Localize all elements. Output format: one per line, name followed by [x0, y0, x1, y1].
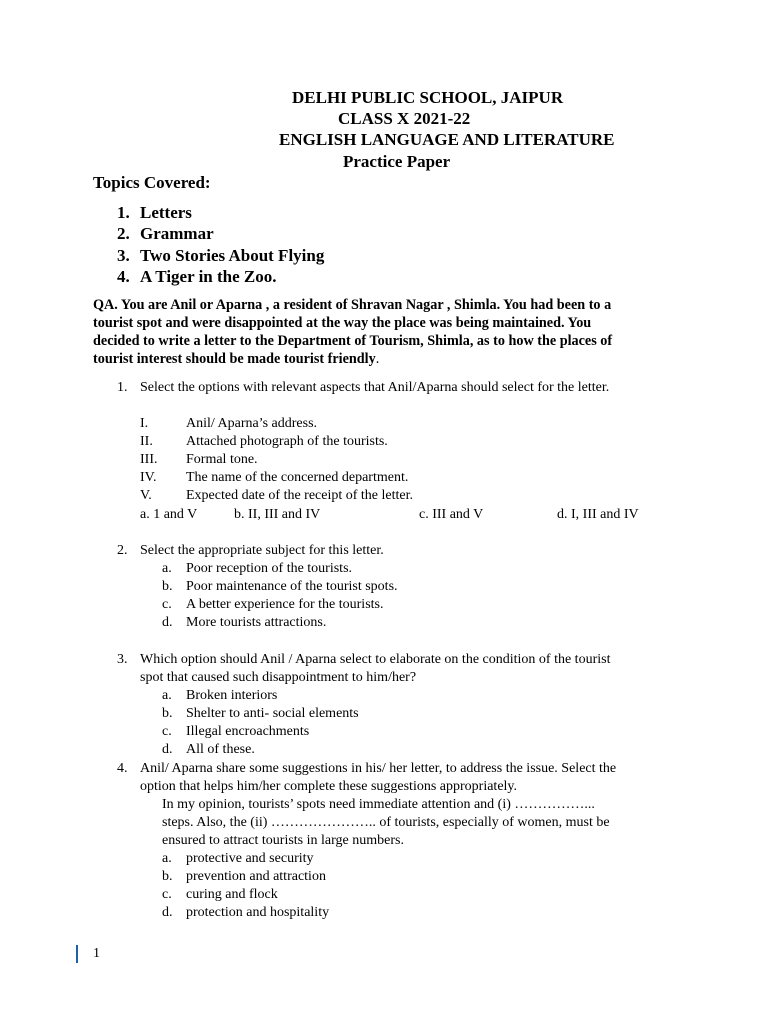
roman-item: Expected date of the receipt of the letter. — [186, 488, 414, 503]
option-letter: c. — [162, 724, 172, 739]
option-letter: d. — [162, 742, 173, 757]
qa-line — [93, 350, 693, 368]
passage-text: steps. Also, the (ii) ………………….. of tourists, especially of women, must be — [162, 815, 610, 830]
topic-item: Letters — [140, 203, 192, 222]
school-name: DELHI PUBLIC SCHOOL, JAIPUR — [292, 88, 564, 107]
roman-number: I. — [140, 416, 149, 431]
option-letter: c. — [162, 597, 172, 612]
option-letter: a. — [162, 561, 172, 576]
roman-item: Anil/ Aparna’s address. — [186, 416, 318, 431]
option-b: b. II, III and IV — [234, 507, 321, 522]
question-text: spot that caused such disappointment to him/her? — [140, 670, 417, 685]
roman-number: II. — [140, 434, 153, 449]
question-number: 4. — [117, 761, 128, 776]
question-text: Select the appropriate subject for this letter. — [140, 543, 384, 558]
option-letter: b. — [162, 706, 173, 721]
option-text: Poor reception of the tourists. — [186, 561, 353, 576]
option-letter: b. — [162, 869, 173, 884]
option-letter: d. — [162, 615, 173, 630]
option-text: protective and security — [186, 851, 314, 866]
class-title: CLASS X 2021-22 — [338, 109, 471, 128]
option-a: a. 1 and V — [140, 507, 198, 522]
page-number-bar — [76, 945, 78, 963]
roman-number: V. — [140, 488, 152, 503]
option-text: Shelter to anti- social elements — [186, 706, 359, 721]
topic-item: Two Stories About Flying — [140, 246, 325, 265]
option-text: protection and hospitality — [186, 905, 330, 920]
option-letter: a. — [162, 851, 172, 866]
option-d: d. I, III and IV — [557, 507, 639, 522]
topic-number: 3. — [117, 246, 130, 265]
subject-title: ENGLISH LANGUAGE AND LITERATURE — [279, 130, 615, 149]
roman-item: Attached photograph of the tourists. — [186, 434, 388, 449]
option-text: Broken interiors — [186, 688, 278, 703]
option-c: c. III and V — [419, 507, 484, 522]
question-text: Anil/ Aparna share some suggestions in his/ her letter, to address the issue. Select the — [140, 761, 617, 776]
roman-number: IV. — [140, 470, 157, 485]
option-text: More tourists attractions. — [186, 615, 327, 630]
qa-line: tourist spot and were disappointed at the way the place was being maintained. You — [93, 315, 592, 331]
topic-item: Grammar — [140, 224, 214, 243]
question-text: option that helps him/her complete these suggestions appropriately. — [140, 779, 518, 794]
passage-text: In my opinion, tourists’ spots need immediate attention and (i) ……………... — [162, 797, 595, 812]
qa-passage — [93, 296, 693, 368]
qa-line: decided to write a letter to the Department of Tourism, Shimla, as to how the places of — [93, 333, 613, 349]
option-letter: b. — [162, 579, 173, 594]
roman-item: Formal tone. — [186, 452, 258, 467]
topic-number: 2. — [117, 224, 130, 243]
option-letter: d. — [162, 905, 173, 920]
qa-line-tail: . — [375, 351, 380, 367]
question-number: 3. — [117, 652, 128, 667]
qa-line: QA. You are Anil or Aparna , a resident of Shravan Nagar , Shimla. You had been to a — [93, 297, 612, 313]
option-text: All of these. — [186, 742, 255, 757]
qa-line-bold: tourist interest should be made tourist friendly — [93, 351, 376, 367]
option-letter: c. — [162, 887, 172, 902]
passage-text: ensured to attract tourists in large numbers. — [162, 833, 404, 848]
question-number: 1. — [117, 380, 128, 395]
topics-heading: Topics Covered: — [93, 173, 211, 192]
option-text: A better experience for the tourists. — [186, 597, 384, 612]
option-text: prevention and attraction — [186, 869, 326, 884]
question-number: 2. — [117, 543, 128, 558]
question-text: Which option should Anil / Aparna select to elaborate on the condition of the tourist — [140, 652, 611, 667]
topic-number: 1. — [117, 203, 130, 222]
roman-item: The name of the concerned department. — [186, 470, 409, 485]
option-text: curing and flock — [186, 887, 278, 902]
page-number: 1 — [93, 946, 100, 961]
topic-number: 4. — [117, 267, 130, 286]
question-text: Select the options with relevant aspects that Anil/Aparna should select for the letter. — [140, 380, 610, 395]
option-text: Illegal encroachments — [186, 724, 310, 739]
option-letter: a. — [162, 688, 172, 703]
paper-title: Practice Paper — [343, 152, 451, 171]
option-text: Poor maintenance of the tourist spots. — [186, 579, 398, 594]
roman-number: III. — [140, 452, 158, 467]
topic-item: A Tiger in the Zoo. — [140, 267, 277, 286]
